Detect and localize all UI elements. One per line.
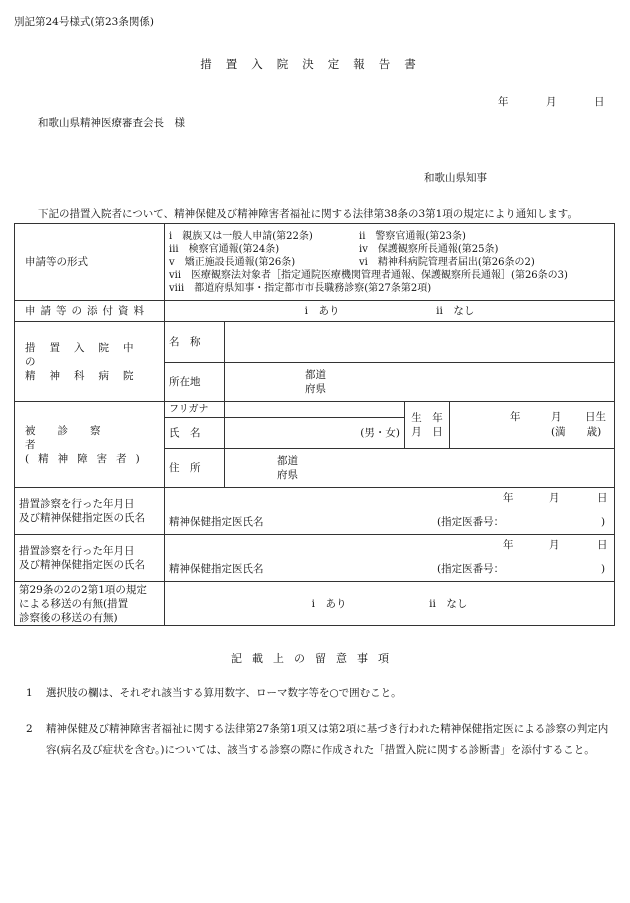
option-correctional-report[interactable]: v 矯正施設長通報(第26条)	[169, 257, 296, 268]
row-hospital-name	[15, 322, 615, 363]
intro-text: 下記の措置入院者について、精神保健及び精神障害者福祉に関する法律第38条の3第1項の規定により通知します。	[38, 208, 578, 220]
patient-birth-label-cell	[405, 402, 450, 449]
date-month-label: 月	[546, 96, 557, 108]
option-police-report[interactable]: ii 警察官通報(第23条)	[359, 231, 466, 242]
transfer-label-line2: による移送の有無(措置	[19, 597, 129, 610]
patient-name-field[interactable]	[225, 418, 405, 449]
patient-address-label: 住 所	[169, 462, 201, 474]
report-form-table	[14, 223, 615, 626]
exam2-label-line1: 措置診察を行った年月日	[19, 545, 135, 557]
birth-year-label: 年	[510, 411, 521, 423]
hospital-name-field[interactable]	[225, 322, 615, 363]
attachments-label: 申請等の添付資料	[25, 305, 149, 317]
option-family-application[interactable]: i 親族又は一般人申請(第22条)	[169, 231, 313, 242]
exam1-doctor-label: 精神保健指定医氏名	[169, 516, 264, 528]
document-title: 措置入院決定報告書	[200, 57, 430, 71]
patient-label-line2: (精神障害者)	[25, 452, 149, 465]
attachments-no[interactable]: ii なし	[436, 305, 475, 317]
patient-label-cell	[15, 402, 165, 488]
option-hospital-notification[interactable]: vi 精神科病院管理者届出(第26条の2)	[359, 257, 535, 268]
patient-sex-label[interactable]: (男・女)	[360, 427, 400, 439]
date-day-label: 日	[594, 96, 605, 108]
hospital-pref-line2: 府県	[305, 383, 326, 395]
row-transfer	[15, 582, 615, 626]
transfer-label-line3: 診察後の移送の有無)	[19, 611, 118, 624]
note-1-text: 選択肢の欄は、それぞれ該当する算用数字、ローマ数字等を○で囲むこと。	[46, 687, 402, 699]
exam1-label-cell	[15, 488, 165, 535]
exam2-field[interactable]	[165, 535, 615, 582]
exam2-year-label: 年	[503, 539, 514, 551]
patient-name-label: 氏 名	[169, 427, 201, 439]
patient-furigana-label-cell	[165, 402, 225, 418]
application-form-label	[25, 255, 154, 269]
birth-month-label: 月	[551, 411, 562, 423]
application-form-label-cell	[15, 224, 165, 301]
exam2-day-label: 日	[597, 539, 608, 551]
birth-day-label: 日生	[585, 411, 606, 423]
application-form-label-text: 申請等の形式	[25, 256, 88, 268]
hospital-address-field[interactable]	[225, 363, 615, 402]
exam1-year-label: 年	[503, 492, 514, 504]
note-1-number: 1	[26, 687, 33, 699]
note-2-text: 精神保健及び精神障害者福祉に関する法律第27条第1項又は第2項に基づき行われた精神保健指定医による診察の判定内容(病名及び症状を含む。)については、該当する診察の際に作成された「措置入院に関する診断書」を添付すること。	[46, 723, 609, 756]
patient-name-label-cell	[165, 418, 225, 449]
exam2-number-label: (指定医番号：	[437, 563, 505, 575]
row-attachments	[15, 301, 615, 322]
hospital-address-label: 所在地	[169, 376, 201, 388]
date-year-label: 年	[498, 96, 509, 108]
option-probation-report[interactable]: iv 保護観察所長通報(第25条)	[359, 244, 499, 255]
patient-address-field[interactable]	[225, 449, 615, 488]
patient-label-line1: 被診察者	[25, 424, 123, 451]
patient-address-label-cell	[165, 449, 225, 488]
hospital-pref-line1: 都道	[305, 369, 326, 381]
patient-birth-label-line1: 生 年	[411, 412, 443, 424]
option-governor-examination[interactable]: viii 都道府県知事・指定都市市長職務診察(第27条第2項)	[169, 283, 432, 294]
exam2-month-label: 月	[549, 539, 560, 551]
transfer-label-cell	[15, 582, 165, 626]
patient-age-label: (満 歳)	[551, 426, 602, 438]
attachments-options	[165, 301, 615, 322]
exam2-number-close: )	[601, 563, 606, 575]
notes-title: 記載上の留意事項	[231, 652, 399, 665]
row-exam-1	[15, 488, 615, 535]
form-number: 別記第24号様式(第23条関係)	[14, 16, 154, 28]
note-2-number: 2	[26, 723, 33, 735]
patient-birth-field[interactable]	[450, 402, 615, 449]
addressee: 和歌山県精神医療審査会長 様	[38, 117, 185, 129]
hospital-name-label: 名 称	[169, 336, 201, 348]
hospital-name-label-cell	[165, 322, 225, 363]
transfer-no[interactable]: ii なし	[429, 597, 468, 610]
application-form-options	[165, 224, 615, 301]
hospital-label-line1: 措置入院中の	[25, 341, 148, 368]
sender: 和歌山県知事	[424, 172, 487, 184]
option-prosecutor-report[interactable]: iii 検察官通報(第24条)	[169, 244, 280, 255]
hospital-label-cell	[15, 322, 165, 402]
exam2-label-line2: 及び精神保健指定医の氏名	[19, 559, 145, 571]
patient-birth-label-line2: 月 日	[411, 426, 443, 438]
patient-furigana-label: フリガナ	[169, 404, 209, 415]
exam1-month-label: 月	[549, 492, 560, 504]
exam1-number-label: (指定医番号：	[437, 516, 505, 528]
hospital-address-label-cell	[165, 363, 225, 402]
note-item-1	[26, 683, 616, 704]
exam1-label-line2: 及び精神保健指定医の氏名	[19, 512, 145, 524]
patient-furigana-field[interactable]	[225, 402, 405, 418]
transfer-yes[interactable]: i あり	[311, 597, 347, 610]
row-patient-furigana	[15, 402, 615, 418]
exam1-number-close: )	[601, 516, 606, 528]
exam1-day-label: 日	[597, 492, 608, 504]
exam1-field[interactable]	[165, 488, 615, 535]
note-item-2	[26, 719, 616, 761]
exam1-label-line1: 措置診察を行った年月日	[19, 498, 135, 510]
attachments-label-cell	[15, 301, 165, 322]
row-exam-2	[15, 535, 615, 582]
patient-pref-line2: 府県	[277, 469, 298, 481]
row-application-form	[15, 224, 615, 301]
attachments-yes[interactable]: i あり	[304, 305, 340, 317]
transfer-label-line1: 第29条の2の2第1項の規定	[19, 583, 147, 596]
option-medical-observation[interactable]: vii 医療観察法対象者［指定通院医療機関管理者通報、保護観察所長通報］(第26条の3)	[169, 270, 568, 281]
transfer-options	[165, 582, 615, 626]
hospital-label-line2: 精神科病院	[25, 369, 148, 382]
exam2-label-cell	[15, 535, 165, 582]
exam2-doctor-label: 精神保健指定医氏名	[169, 563, 264, 575]
patient-pref-line1: 都道	[277, 455, 298, 467]
